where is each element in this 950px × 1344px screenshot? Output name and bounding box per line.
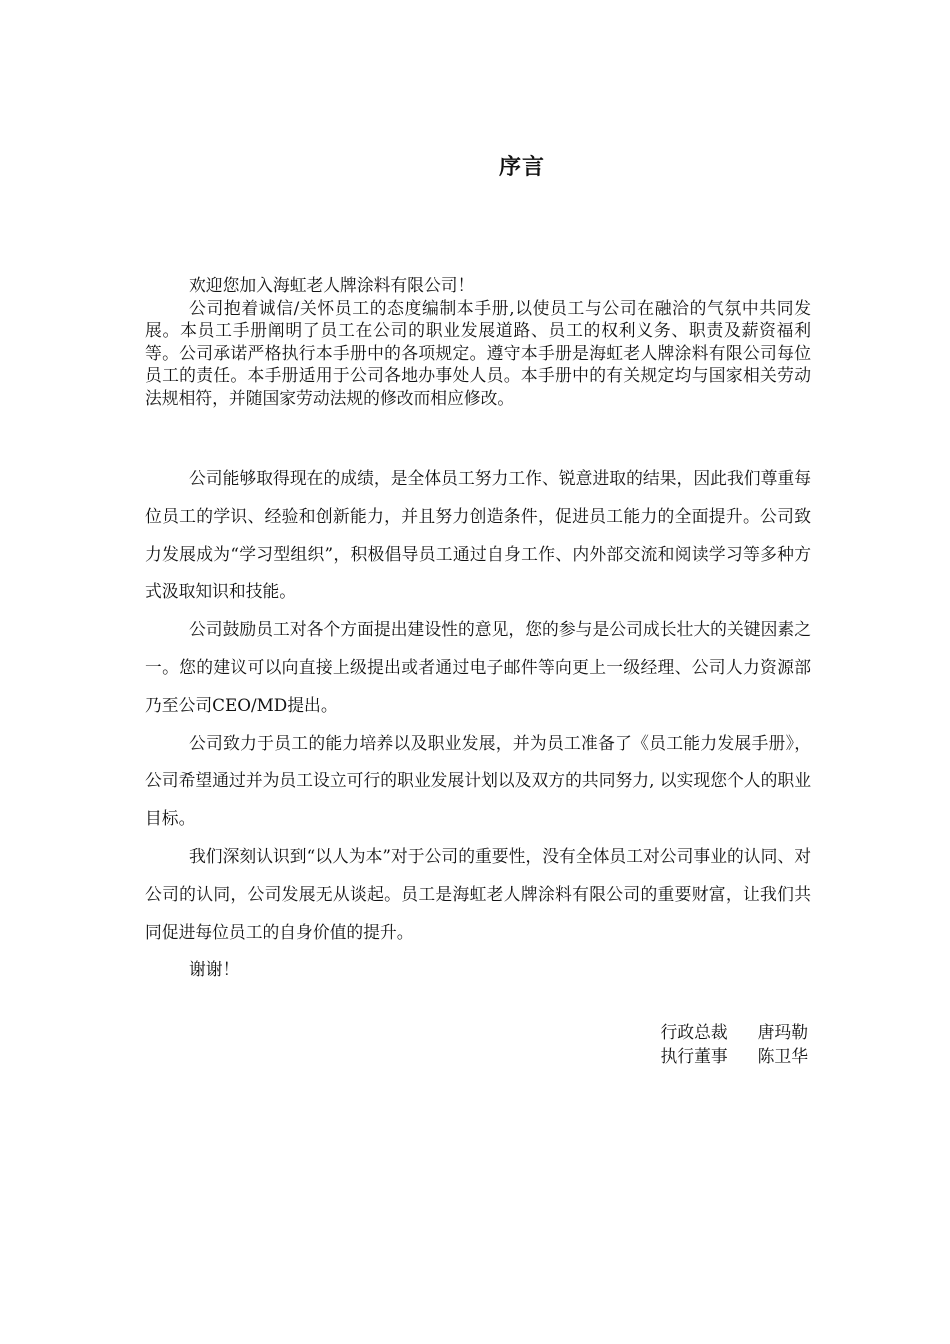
thanks-line: 谢谢！	[189, 959, 240, 980]
signature-name: 陈卫华	[757, 1046, 808, 1066]
page-title: 序言	[498, 155, 545, 180]
paragraph-people-first: 我们深刻认识到“以人为本”对于公司的重要性，没有全体员工对公司事业的认同、对公司的认同，公司发展无从谈起。员工是海虹老人牌涂料有限公司的重要财富，让我们共同促进每位员工的自身价值的提升。	[145, 845, 811, 942]
welcome-line: 欢迎您加入海虹老人牌涂料有限公司！	[189, 275, 475, 295]
signature-name: 唐玛勒	[757, 1022, 808, 1042]
signature-row	[661, 1044, 809, 1068]
signature-role: 行政总裁	[660, 1022, 728, 1042]
paragraph-suggestions: 公司鼓励员工对各个方面提出建设性的意见，您的参与是公司成长壮大的关键因素之一。您的建议可以向直接上级提出或者通过电子邮件等向更上一级经理、公司人力资源部乃至公司CEO/MD提出。	[145, 619, 811, 715]
intro-section	[145, 274, 811, 410]
paragraph-development: 公司致力于员工的能力培养以及职业发展，并为员工准备了《员工能力发展手册》，公司希望通过并为员工设立可行的职业发展计划以及双方的共同努力, 以实现您个人的职业目标。	[145, 732, 811, 829]
paragraph-achievements: 公司能够取得现在的成绩，是全体员工努力工作、锐意进取的结果，因此我们尊重每位员工的学识、经验和创新能力，并且努力创造条件，促进员工能力的全面提升。公司致力发展成为“学习型组织”，积极倡导员工通过自身工作、内外部交流和阅读学习等多种方式汲取知识和技能。	[145, 468, 811, 602]
signature-role: 执行董事	[660, 1046, 728, 1066]
signature-block	[661, 1020, 809, 1068]
intro-paragraph: 公司抱着诚信/关怀员工的态度编制本手册,以使员工与公司在融洽的气氛中共同发展。本员工手册阐明了员工在公司的职业发展道路、员工的权利义务、职责及薪资福利等。公司承诺严格执行本手册中的各项规定。遵守本手册是海虹老人牌涂料有限公司每位员工的责任。本手册适用于公司各地办事处人员。本手册中的有关规定均与国家相关劳动法规相符，并随国家劳动法规的修改而相应修改。	[145, 297, 811, 408]
main-body	[145, 460, 811, 989]
signature-row	[661, 1020, 809, 1044]
